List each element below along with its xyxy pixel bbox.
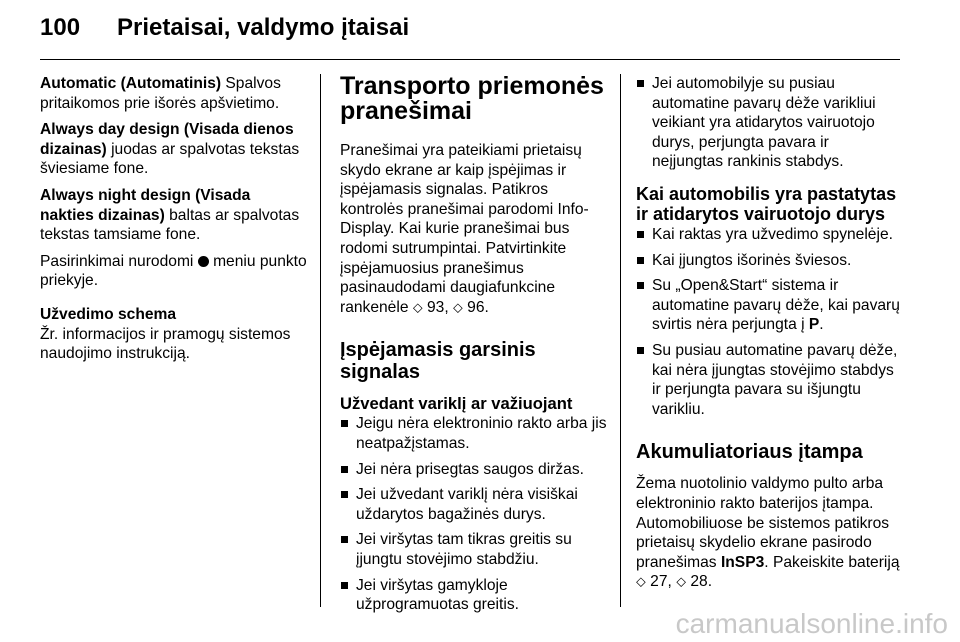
text-battery-a: Žema nuotolinio valdymo pulto arba elektroninio rakto baterijos įtampa. Automobiliuose be sistemos patikros prietaisų skydelio ekrane pasirodo pranešimas (636, 475, 890, 571)
text-automatic: Spalvos pritaikomos prie išorės apšvietimo. (40, 75, 281, 112)
filled-circle-icon (198, 256, 209, 267)
column-3 (636, 74, 904, 599)
list-item: Jei viršytas gamykloje užprogramuotas greitis. (340, 576, 608, 615)
paragraph-battery (636, 474, 904, 592)
paragraph-ignition-logic-title (40, 305, 308, 325)
watermark: carmanualsonline.info (675, 608, 948, 639)
heading-warning-chimes: Įspėjamasis garsinis signalas (340, 339, 536, 384)
term-automatic: Automatic (Automatinis) (40, 75, 222, 92)
term-night-design: Always night design (Visada nakties dizainas) (40, 186, 251, 224)
paragraph-selection (40, 252, 308, 291)
ref-separator: , (667, 573, 677, 591)
list-item: Jeigu nėra elektroninio rakto arba jis neatpažįstamas. (340, 414, 608, 453)
text-day-design: juodas ar spalvotas tekstas šviesiame fone. (40, 140, 300, 178)
list-item: Su pusiau automatine pavarų dėže, kai nėra įjungtas stovėjimo stabdys ir perjungta pavara su išjungtu varikliu. (636, 341, 904, 419)
heading-parked-door-open: Kai automobilis yra pastatytas ir atidarytos vairuotojo durys (636, 183, 897, 224)
list-item: Jei užvedant variklį nėra visiškai uždarytos bagažinės durys. (340, 485, 608, 524)
header-rule (40, 59, 900, 60)
page-ref-arrow-icon: ⬦ (453, 298, 463, 315)
page-number: 100 (40, 14, 81, 41)
paragraph-messages-intro (340, 141, 608, 317)
column-divider-1 (320, 74, 321, 607)
list-item (636, 276, 904, 335)
paragraph-day-design (40, 120, 308, 179)
page-ref-arrow-icon: ⬦ (412, 298, 423, 315)
list-item-end: . (819, 316, 824, 334)
paragraph-ignition-logic: Žr. informacijos ir pramogų sistemos naudojimo instrukciją. (40, 325, 291, 363)
column-1 (40, 74, 308, 371)
heading-battery-voltage: Akumuliatoriaus įtampa (636, 441, 863, 464)
list-item-text: Su „Open&Start“ sistema ir automatine pavarų dėže, kai pavarų svirtis nėra perjungta į (652, 277, 900, 334)
page-header (0, 0, 960, 60)
heading-starting-driving: Užvedant variklį ar važiuojant (340, 394, 573, 414)
ref-end: . (484, 298, 489, 316)
page-ref-4[interactable]: 28 (690, 573, 708, 591)
text-night-design: baltas ar spalvotas tekstas tamsiame fone. (40, 206, 300, 244)
message-code: InSP3 (720, 553, 765, 571)
text-intro: Pranešimai yra pateikiami prietaisų skydo ekrane ar kaip įspėjimas ir įspėjamasis signalas. Patikros kontrolės pranešimai parodomi Info-Display. Kai kurie pranešimai bus rodomi sutrumpintai. Patvirtinkite įspėjamuosius pranešimus pasinaudodami daugiafunkcine rankenėle (340, 142, 589, 316)
page-ref-3[interactable]: 27 (650, 573, 668, 591)
term-day-design: Always day design (Visada dienos dizainas) (40, 121, 294, 158)
heading-vehicle-messages: Transporto priemonės pranešimai (340, 72, 604, 125)
ref-separator: , (444, 298, 454, 316)
page-ref-1[interactable]: 93 (426, 298, 445, 316)
parked-chime-list (636, 225, 904, 419)
column-2 (340, 74, 608, 621)
list-item: Kai raktas yra užvedimo spynelėje. (636, 225, 904, 245)
list-item: Jei nėra prisegtas saugos diržas. (340, 460, 608, 480)
page-ref-arrow-icon: ⬦ (636, 573, 646, 590)
list-item: Jei viršytas tam tikras greitis su įjungtu stovėjimo stabdžiu. (340, 530, 608, 569)
warning-chime-list (340, 414, 608, 614)
list-item: Kai įjungtos išorinės šviesos. (636, 251, 904, 271)
page-ref-arrow-icon: ⬦ (676, 573, 686, 590)
term-ignition-logic: Užvedimo schema (40, 305, 177, 323)
text-battery-b: . Pakeiskite bateriją (764, 553, 900, 571)
warning-chime-list-continued (636, 74, 904, 172)
ref-end: . (707, 573, 713, 591)
list-item: Jei automobilyje su pusiau automatine pavarų dėže varikliui veikiant yra atidarytos vairuotojo durys, perjungta pavara ir neįjungtas rankinis stabdys. (636, 74, 904, 172)
page-ref-2[interactable]: 96 (467, 298, 485, 316)
column-divider-2 (620, 74, 621, 607)
paragraph-automatic (40, 74, 308, 113)
gear-position-p: P (808, 316, 820, 334)
text-selection-b: meniu punkto priekyje. (40, 252, 307, 290)
page-title: Prietaisai, valdymo įtaisai (117, 14, 410, 41)
paragraph-night-design (40, 186, 308, 245)
text-selection-a: Pasirinkimai nurodomi (40, 252, 198, 270)
